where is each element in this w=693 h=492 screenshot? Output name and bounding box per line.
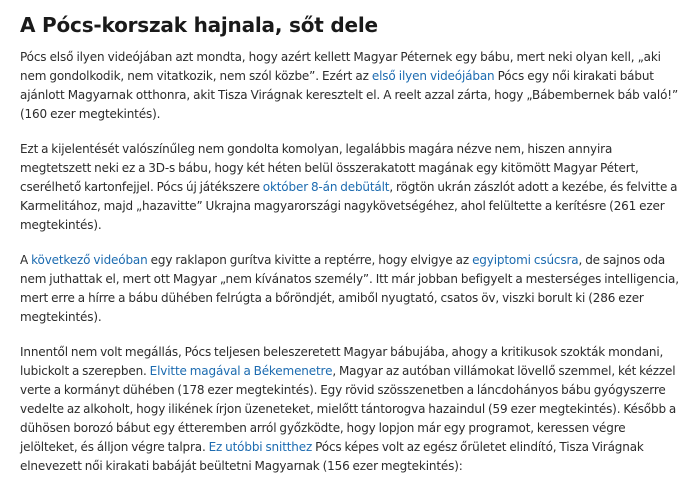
link-peace-march[interactable]: Elvitte magával a Békemenetre — [149, 364, 333, 378]
paragraph-text: , rögtön ukrán zászlót adott a kezébe, és felvitte a Karmelitához, majd „hazavitte” Ukrajna magyarországi nagykövetségéhez, ahol felültette a kerítésre (261 ezer megtekintés). — [20, 180, 678, 232]
paragraph-text: , de sajnos oda nem juthattak el, mert ott Magyar „nem kívánatos személy”. Itt már jobban befigyelt a mesterséges intelligencia, mert erre a hírre a bábu dühében felrúgta a bőröndjét, amiből nyugtató, csatos öv, viszki borult ki (286 ezer megtekintés). — [20, 253, 679, 324]
paragraph-text: Pócs képes volt az egész őrületet elindító, Tisza Virágnak elnevezett női kirakati babáját beültetni Magyarnak (156 ezer megtekintés): — [20, 440, 644, 473]
paragraph-text: Innentől nem volt megállás, Pócs teljesen beleszeretett Magyar bábujába, ahogy a kritikusok szokták mondani, lubickolt a szerepben. — [20, 345, 664, 378]
paragraph-text: , Magyar az autóban villámokat lövellő szemmel, két kézzel verte a kormányt dühében (178 ezer megtekintés). Egy rövid szösszenetben a láncdohányos bábu gyógyszerre vedelte az alkoholt, hogy ilikének írjon üzeneteket, mielőtt tántorogva hazaindul (59 ezer megtekintés). Később a dühösen borozó bábut egy étteremben arról győzködte, hogy lopjon már egy programot, keressen végre jelölteket, és álljon végre talpra. — [20, 364, 677, 454]
paragraph-2 — [20, 140, 681, 235]
link-latter-snippet[interactable]: Ez utóbbi snitthez — [208, 440, 313, 454]
link-october-debut[interactable]: október 8-án debütált — [262, 180, 390, 194]
paragraph-1 — [20, 48, 681, 124]
link-egyptian-summit[interactable]: egyiptomi csúcsra — [472, 253, 579, 267]
link-next-video[interactable]: következő videóban — [31, 253, 148, 267]
paragraph-text: egy raklapon gurítva kivitte a reptérre, hogy elvigye az — [147, 253, 473, 267]
paragraph-text: Pócs első ilyen videójában azt mondta, hogy azért kellett Magyar Péternek egy bábu, mert neki olyan kell, „aki nem gondolkodik, nem vitatkozik, nem szól közbe”. Ezért az — [20, 50, 661, 83]
link-first-video[interactable]: első ilyen videójában — [371, 69, 495, 83]
paragraph-text: Ezt a kijelentését valószínűleg nem gondolta komolyan, legalábbis magára nézve nem, hiszen annyira megtetszett neki ez a 3D-s bábu, hogy két héten belül összerakatott magának egy kitömött Magyar Pétert, cserélhető kartonfejjel. Pócs új játékszere — [20, 142, 639, 194]
article-title: A Pócs-korszak hajnala, sőt dele — [20, 13, 378, 37]
paragraph-text: Pócs egy női kirakati bábut ajánlott Magyarnak otthonra, akit Tisza Virágnak keresztelt el. A reelt azzal zárta, hogy „Bábembernek báb való!” (160 ezer megtekintés). — [20, 69, 679, 121]
paragraph-4 — [20, 343, 681, 476]
paragraph-3 — [20, 251, 681, 327]
paragraph-text: A — [20, 253, 32, 267]
